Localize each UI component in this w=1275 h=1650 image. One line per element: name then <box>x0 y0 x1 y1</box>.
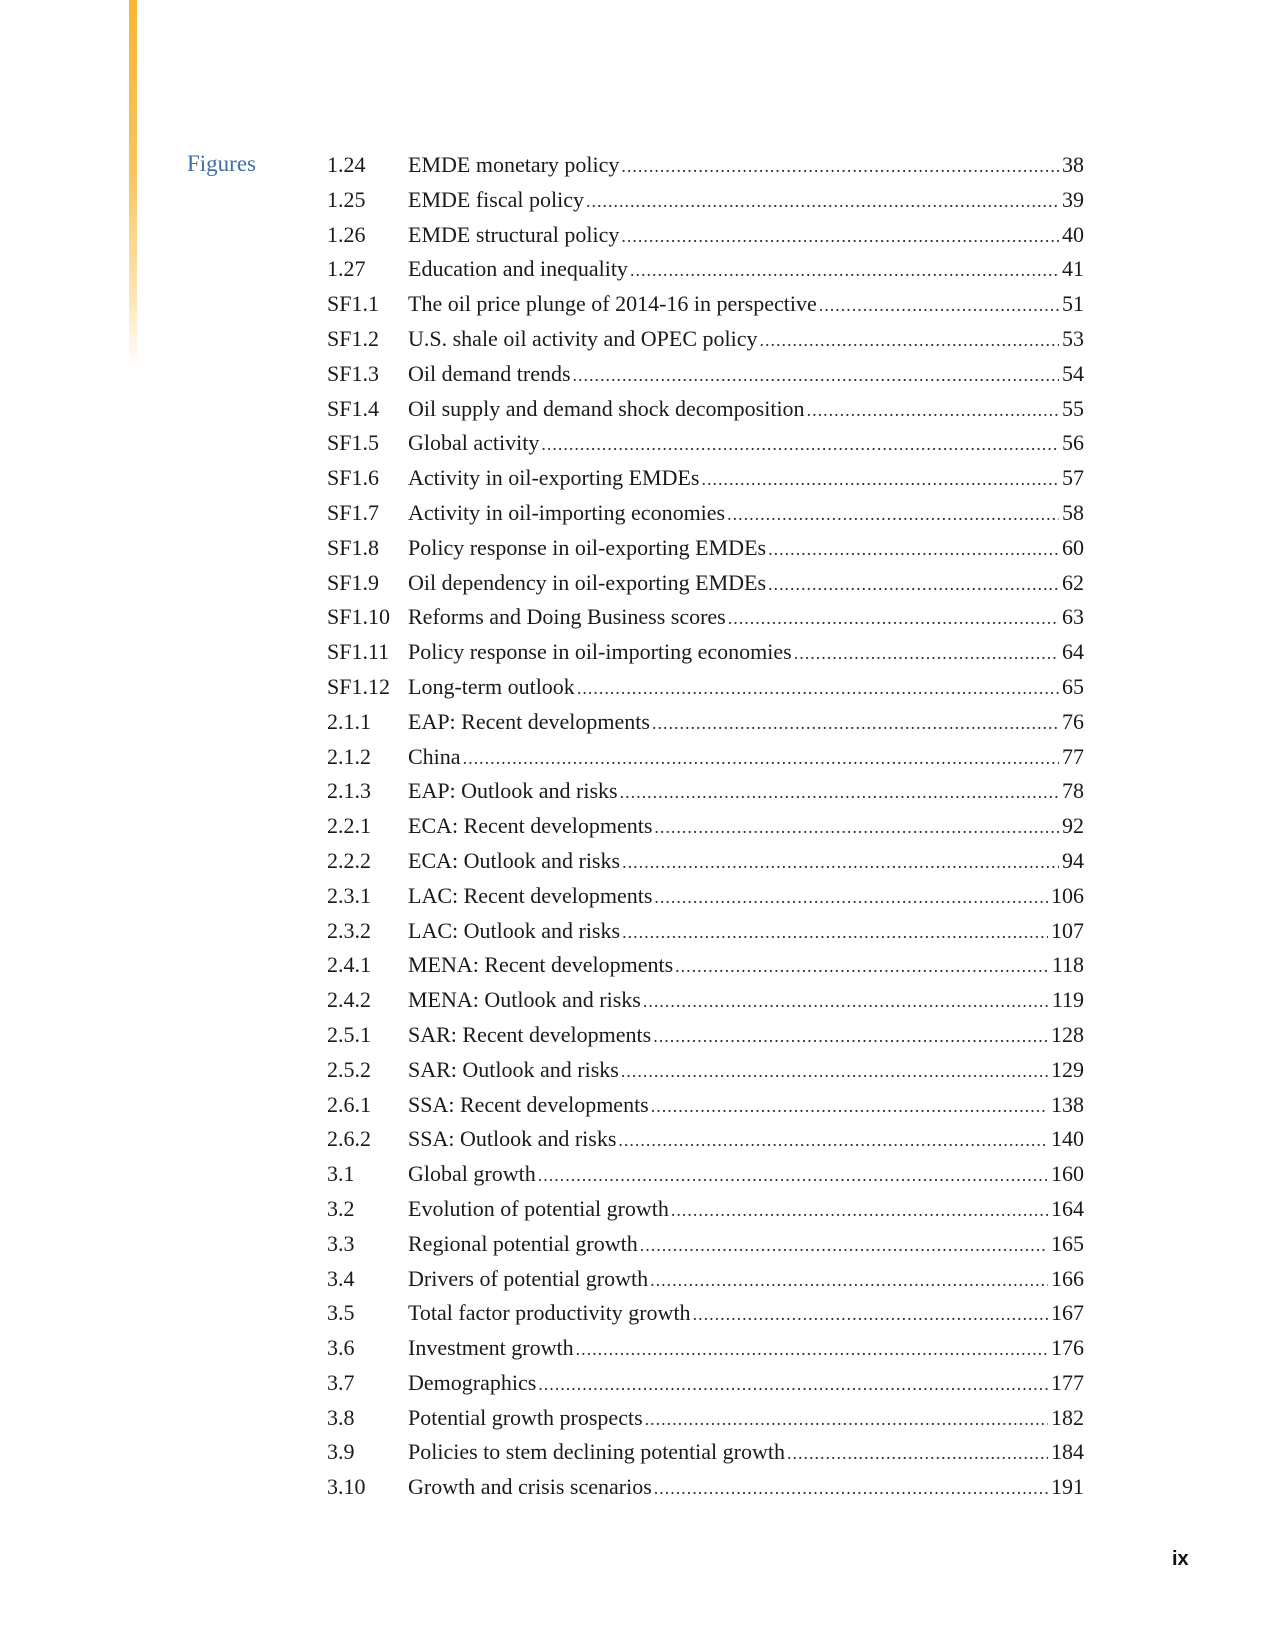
figure-number: 2.4.1 <box>327 952 371 978</box>
figure-page: 106 <box>1051 882 1084 908</box>
figure-title: ECA: Outlook and risks <box>408 847 621 873</box>
toc-entry[interactable] <box>327 740 1084 775</box>
figure-page: 41 <box>1062 256 1084 282</box>
dot-leader <box>728 601 1059 636</box>
figure-title: Potential growth prospects <box>408 1404 643 1430</box>
figure-number: SF1.8 <box>327 534 379 560</box>
figure-number: SF1.11 <box>327 639 390 665</box>
figure-page: 40 <box>1062 221 1084 247</box>
toc-entry[interactable] <box>327 426 1084 461</box>
dot-leader <box>630 253 1059 288</box>
accent-bar <box>129 0 137 370</box>
section-label: Figures <box>187 151 256 176</box>
figure-number: 3.5 <box>327 1300 355 1326</box>
figure-page: 65 <box>1062 673 1084 699</box>
page-number: ix <box>1172 1548 1189 1570</box>
figure-title: SAR: Recent developments <box>408 1021 652 1047</box>
toc-entry[interactable] <box>327 705 1084 740</box>
figure-number: SF1.12 <box>327 673 390 699</box>
figure-title: Reforms and Doing Business scores <box>408 604 726 630</box>
figure-number: 2.2.1 <box>327 813 371 839</box>
figure-number: 2.3.1 <box>327 882 371 908</box>
figure-number: 3.9 <box>327 1439 355 1465</box>
dot-leader <box>727 497 1059 532</box>
figure-number: SF1.3 <box>327 360 379 386</box>
figure-page: 60 <box>1062 534 1084 560</box>
dot-leader <box>807 393 1059 428</box>
toc-entry[interactable] <box>327 252 1084 287</box>
figure-title: ECA: Recent developments <box>408 813 653 839</box>
dot-leader <box>621 1054 1048 1089</box>
figure-number: 3.2 <box>327 1195 355 1221</box>
toc-entry[interactable] <box>327 948 1084 983</box>
figure-page: 64 <box>1062 639 1084 665</box>
toc-entry[interactable] <box>327 531 1084 566</box>
dot-leader <box>651 1089 1048 1124</box>
figure-title: Long-term outlook <box>408 673 575 699</box>
figure-number: 2.6.2 <box>327 1126 371 1152</box>
figure-number: 3.6 <box>327 1335 355 1361</box>
toc-entry[interactable] <box>327 635 1084 670</box>
toc-entry[interactable] <box>327 914 1084 949</box>
figure-title: Oil dependency in oil-exporting EMDEs <box>408 569 767 595</box>
toc-entry[interactable] <box>327 1192 1084 1227</box>
figure-page: 63 <box>1062 604 1084 630</box>
figure-number: SF1.2 <box>327 325 379 351</box>
toc-entry[interactable] <box>327 392 1084 427</box>
dot-leader <box>620 775 1059 810</box>
figure-title: Oil demand trends <box>408 360 571 386</box>
toc-entry[interactable] <box>327 983 1084 1018</box>
dot-leader <box>652 706 1059 741</box>
figure-number: 3.4 <box>327 1265 355 1291</box>
figure-title: SSA: Outlook and risks <box>408 1126 617 1152</box>
figure-number: 2.2.2 <box>327 847 371 873</box>
figure-title: MENA: Recent developments <box>408 952 674 978</box>
figure-number: 2.1.2 <box>327 743 371 769</box>
dot-leader <box>538 1367 1048 1402</box>
figure-number: SF1.10 <box>327 604 390 630</box>
toc-entry[interactable] <box>327 357 1084 392</box>
toc-entry[interactable] <box>327 844 1084 879</box>
figure-title: The oil price plunge of 2014-16 in perspective <box>408 291 817 317</box>
toc-entry[interactable] <box>327 322 1084 357</box>
figure-title: Evolution of potential growth <box>408 1195 669 1221</box>
dot-leader <box>538 1158 1048 1193</box>
toc-entry[interactable] <box>327 600 1084 635</box>
dot-leader <box>760 323 1059 358</box>
figure-title: Activity in oil-exporting EMDEs <box>408 465 700 491</box>
figure-title: LAC: Recent developments <box>408 882 653 908</box>
toc-entry[interactable] <box>327 1331 1084 1366</box>
figure-title: Global growth <box>408 1161 536 1187</box>
dot-leader <box>671 1193 1048 1228</box>
dot-leader <box>576 1332 1048 1367</box>
dot-leader <box>640 1228 1048 1263</box>
figures-list <box>327 148 1084 1505</box>
toc-entry[interactable] <box>327 1470 1084 1505</box>
figure-page: 138 <box>1051 1091 1084 1117</box>
toc-entry[interactable] <box>327 496 1084 531</box>
toc-entry[interactable] <box>327 1227 1084 1262</box>
figure-page: 38 <box>1062 152 1084 177</box>
dot-leader <box>645 1402 1048 1437</box>
dot-leader <box>621 219 1059 254</box>
dot-leader <box>768 532 1059 567</box>
figure-title: Investment growth <box>408 1335 574 1361</box>
dot-leader <box>621 149 1059 184</box>
dot-leader <box>643 984 1049 1019</box>
figure-page: 51 <box>1062 291 1084 317</box>
figure-number: 1.26 <box>327 221 366 247</box>
dot-leader <box>622 845 1059 880</box>
figure-number: 2.4.2 <box>327 987 371 1013</box>
figure-page: 166 <box>1051 1265 1084 1291</box>
figure-page: 160 <box>1051 1161 1084 1187</box>
figure-title: EMDE monetary policy <box>408 152 620 177</box>
toc-entry[interactable] <box>327 774 1084 809</box>
figure-title: Policies to stem declining potential growth <box>408 1439 785 1465</box>
figure-page: 182 <box>1051 1404 1084 1430</box>
figure-page: 107 <box>1051 917 1084 943</box>
figure-number: 2.5.2 <box>327 1056 371 1082</box>
toc-entry[interactable] <box>327 1053 1084 1088</box>
toc-entry[interactable] <box>327 1296 1084 1331</box>
figure-page: 184 <box>1051 1439 1084 1465</box>
figure-page: 57 <box>1062 465 1084 491</box>
figure-page: 164 <box>1051 1195 1084 1221</box>
toc-entry[interactable] <box>327 1018 1084 1053</box>
figure-number: SF1.5 <box>327 430 379 456</box>
figure-title: Policy response in oil-exporting EMDEs <box>408 534 767 560</box>
figure-title: Total factor productivity growth <box>408 1300 691 1326</box>
toc-entry[interactable] <box>327 1088 1084 1123</box>
toc-entry[interactable] <box>327 1262 1084 1297</box>
dot-leader <box>794 636 1059 671</box>
dot-leader <box>586 184 1059 219</box>
figure-number: SF1.9 <box>327 569 379 595</box>
dot-leader <box>819 288 1059 323</box>
toc-entry[interactable] <box>327 183 1084 218</box>
toc-entry[interactable] <box>327 287 1084 322</box>
figure-number: 3.3 <box>327 1230 355 1256</box>
figure-page: 77 <box>1062 743 1084 769</box>
toc-entry[interactable] <box>327 670 1084 705</box>
dot-leader <box>693 1297 1048 1332</box>
figure-number: SF1.4 <box>327 395 379 421</box>
figure-number: 2.6.1 <box>327 1091 371 1117</box>
figure-number: 1.24 <box>327 152 366 177</box>
dot-leader <box>541 427 1059 462</box>
toc-entry[interactable] <box>327 461 1084 496</box>
toc-entry[interactable] <box>327 879 1084 914</box>
figure-title: EMDE structural policy <box>408 221 620 247</box>
toc-entry[interactable] <box>327 809 1084 844</box>
figure-number: 1.25 <box>327 186 366 212</box>
figure-title: Growth and crisis scenarios <box>408 1474 652 1500</box>
toc-entry[interactable] <box>327 566 1084 601</box>
dot-leader <box>650 1263 1048 1298</box>
figure-number: 2.5.1 <box>327 1021 371 1047</box>
figure-page: 129 <box>1051 1056 1084 1082</box>
figure-page: 177 <box>1051 1369 1084 1395</box>
figure-page: 165 <box>1051 1230 1084 1256</box>
toc-entry[interactable] <box>327 218 1084 253</box>
dot-leader <box>622 915 1048 950</box>
figure-page: 94 <box>1062 847 1084 873</box>
figure-page: 76 <box>1062 708 1084 734</box>
toc-entry[interactable] <box>327 1157 1084 1192</box>
figure-title: Activity in oil-importing economies <box>408 499 726 525</box>
figure-page: 119 <box>1051 987 1084 1013</box>
dot-leader <box>463 741 1059 776</box>
dot-leader <box>577 671 1059 706</box>
dot-leader <box>654 880 1048 915</box>
figure-title: Global activity <box>408 430 540 456</box>
dot-leader <box>768 567 1059 602</box>
figure-page: 54 <box>1062 360 1084 386</box>
figure-title: MENA: Outlook and risks <box>408 987 641 1013</box>
figure-page: 78 <box>1062 778 1084 804</box>
figure-number: SF1.6 <box>327 465 379 491</box>
figure-page: 58 <box>1062 499 1084 525</box>
toc-entry[interactable] <box>327 1122 1084 1157</box>
figure-title: China <box>408 743 461 769</box>
figure-title: Education and inequality <box>408 256 628 282</box>
figure-page: 92 <box>1062 813 1084 839</box>
figure-number: 3.10 <box>327 1474 366 1500</box>
toc-entry[interactable] <box>327 1435 1084 1470</box>
figure-title: SSA: Recent developments <box>408 1091 649 1117</box>
figure-page: 128 <box>1051 1021 1084 1047</box>
dot-leader <box>573 358 1059 393</box>
figure-page: 56 <box>1062 430 1084 456</box>
toc-entry[interactable] <box>327 1366 1084 1401</box>
figure-title: Regional potential growth <box>408 1230 638 1256</box>
figure-page: 62 <box>1062 569 1084 595</box>
figure-number: 2.1.3 <box>327 778 371 804</box>
figure-title: EMDE fiscal policy <box>408 186 584 212</box>
figure-title: U.S. shale oil activity and OPEC policy <box>408 325 758 351</box>
figure-title: LAC: Outlook and risks <box>408 917 621 943</box>
figure-page: 53 <box>1062 325 1084 351</box>
figure-number: 3.8 <box>327 1404 355 1430</box>
figure-page: 167 <box>1051 1300 1084 1326</box>
figure-title: Oil supply and demand shock decomposition <box>408 395 805 421</box>
figure-title: EAP: Recent developments <box>408 708 650 734</box>
toc-entry[interactable] <box>327 148 1084 183</box>
figure-number: 2.3.2 <box>327 917 371 943</box>
figure-page: 39 <box>1062 186 1084 212</box>
figure-page: 55 <box>1062 395 1084 421</box>
figure-page: 191 <box>1051 1474 1084 1500</box>
figure-title: Policy response in oil-importing economies <box>408 639 792 665</box>
figure-number: 1.27 <box>327 256 366 282</box>
figure-page: 118 <box>1051 952 1084 978</box>
dot-leader <box>654 1471 1048 1506</box>
dot-leader <box>675 949 1049 984</box>
figure-number: 2.1.1 <box>327 708 371 734</box>
figure-number: SF1.1 <box>327 291 379 317</box>
dot-leader <box>653 1019 1048 1054</box>
figure-title: EAP: Outlook and risks <box>408 778 618 804</box>
figure-number: SF1.7 <box>327 499 379 525</box>
figure-page: 176 <box>1051 1335 1084 1361</box>
figure-title: Demographics <box>408 1369 537 1395</box>
dot-leader <box>654 810 1059 845</box>
figure-title: SAR: Outlook and risks <box>408 1056 619 1082</box>
dot-leader <box>701 462 1059 497</box>
toc-entry[interactable] <box>327 1401 1084 1436</box>
figure-number: 3.7 <box>327 1369 355 1395</box>
dot-leader <box>787 1436 1048 1471</box>
dot-leader <box>618 1123 1048 1158</box>
figure-number: 3.1 <box>327 1161 355 1187</box>
figure-title: Drivers of potential growth <box>408 1265 649 1291</box>
figure-page: 140 <box>1051 1126 1084 1152</box>
